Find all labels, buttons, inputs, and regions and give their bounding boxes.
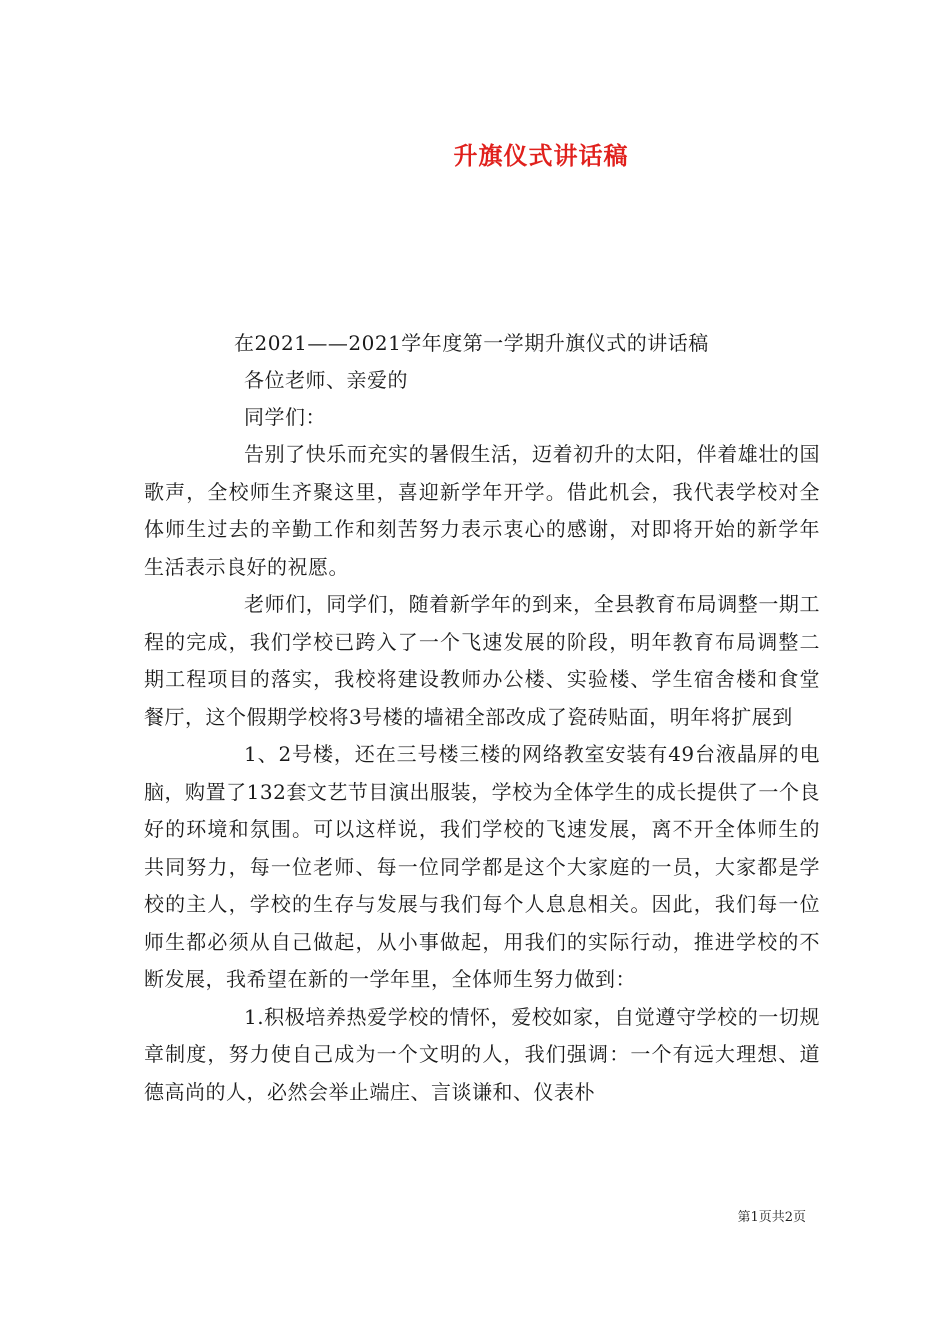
paragraph-3: 1、2号楼，还在三号楼三楼的网络教室安装有49台液晶屏的电脑，购置了132套文艺节目演出服装，学校为全体学生的成长提供了一个良好的环境和氛围。可以这样说，我们学校的飞速发展，离不开全体师生的共同努力，每一位老师、每一位同学都是这个大家庭的一员，大家都是学校的主人，学校的生存与发展与我们每个人息息相关。因此，我们每一位师生都必须从自己做起，从小事做起，用我们的实际行动，推进学校的不断发展，我希望在新的一学年里，全体师生努力做到： <box>144 742 820 991</box>
salutation-line-1: 各位老师、亲爱的 <box>244 368 408 392</box>
document-title: 升旗仪式讲话稿 <box>453 142 629 170</box>
paragraph-1: 告别了快乐而充实的暑假生活，迈着初升的太阳，伴着雄壮的国歌声，全校师生齐聚这里，喜迎新学年开学。借此机会，我代表学校对全体师生过去的辛勤工作和刻苦努力表示衷心的感谢，对即将开始的新学年生活表示良好的祝愿。 <box>144 442 820 579</box>
document-body <box>144 325 820 1111</box>
speech-subtitle: 在2021——2021学年度第一学期升旗仪式的讲话稿 <box>234 331 709 355</box>
paragraph-4: 1.积极培养热爱学校的情怀，爱校如家，自觉遵守学校的一切规章制度，努力使自己成为一个文明的人，我们强调：一个有远大理想、道德高尚的人，必然会举止端庄、言谈谦和、仪表朴 <box>144 1004 820 1104</box>
salutation-line-2: 同学们： <box>244 405 326 429</box>
page-number-footer: 第1页共2页 <box>737 1210 806 1225</box>
paragraph-2: 老师们，同学们，随着新学年的到来，全县教育布局调整一期工程的完成，我们学校已跨入了一个飞速发展的阶段，明年教育布局调整二期工程项目的落实，我校将建设教师办公楼、实验楼、学生宿舍楼和食堂餐厅，这个假期学校将3号楼的墙裙全部改成了瓷砖贴面，明年将扩展到 <box>144 592 820 729</box>
